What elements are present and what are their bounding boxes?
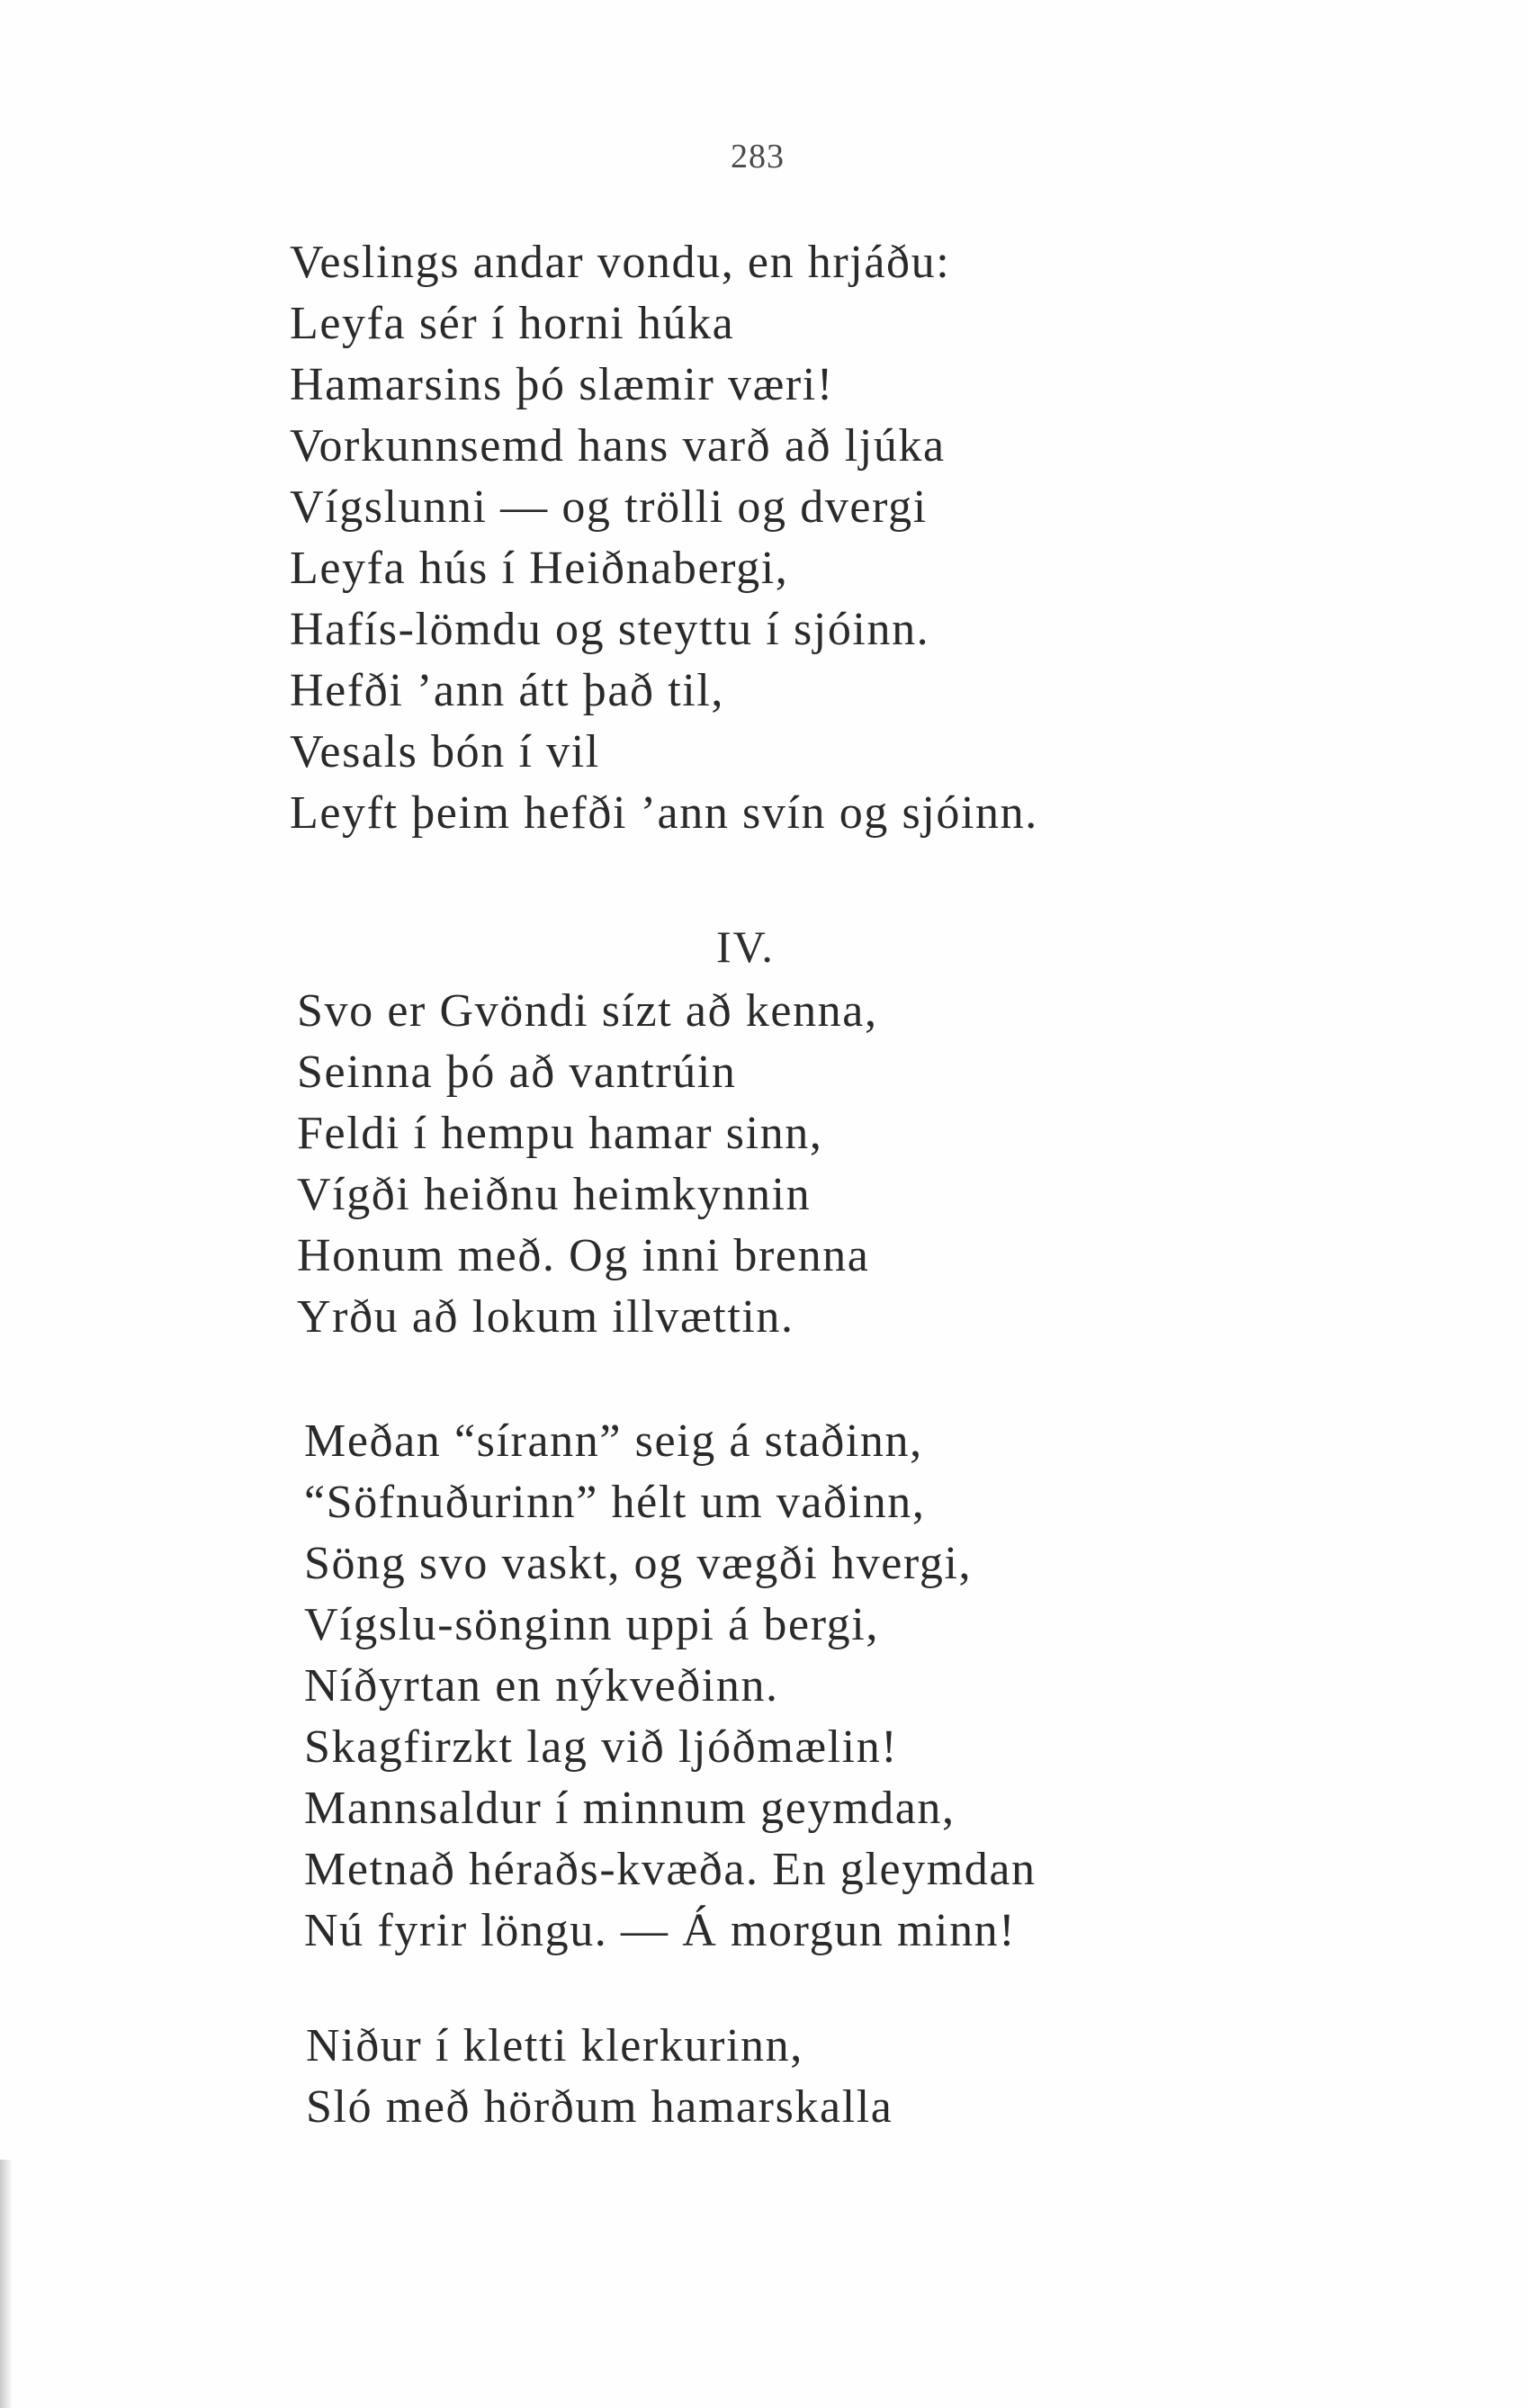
section-heading: IV. xyxy=(716,921,775,972)
verse-line: Leyft þeim hefði ’ann svín og sjóinn. xyxy=(290,787,1038,839)
verse-line: Söng svo vaskt, og vægði hvergi, xyxy=(304,1538,973,1589)
verse-line: Feldi í hempu hamar sinn, xyxy=(297,1108,823,1159)
page-edge-shadow xyxy=(0,2160,13,2408)
verse-line: Hefði ’ann átt það til, xyxy=(290,665,724,716)
verse-line: Leyfa sér í horni húka xyxy=(290,298,735,349)
stanza-2 xyxy=(297,981,878,1348)
stanza-4 xyxy=(306,2016,893,2138)
verse-line: Skagfirzkt lag við ljóðmælin! xyxy=(304,1721,899,1773)
stanza-1 xyxy=(290,232,1038,844)
verse-line: Niður í kletti klerkurinn, xyxy=(306,2020,803,2071)
verse-line: Metnað héraðs-kvæða. En gleymdan xyxy=(304,1844,1037,1895)
verse-line: Vígði heiðnu heimkynnin xyxy=(297,1169,812,1220)
verse-line: Nú fyrir löngu. — Á morgun minn! xyxy=(304,1905,1017,1956)
verse-line: Seinna þó að vantrúin xyxy=(297,1047,737,1098)
verse-line: Veslings andar vondu, en hrjáðu: xyxy=(290,237,951,288)
verse-line: “Söfnuðurinn” hélt um vaðinn, xyxy=(304,1477,926,1528)
verse-line: Níðyrtan en nýkveðinn. xyxy=(304,1660,779,1712)
verse-line: Meðan “sírann” seig á staðinn, xyxy=(304,1415,923,1467)
verse-line: Leyfa hús í Heiðnabergi, xyxy=(290,543,789,594)
page-number: 283 xyxy=(731,138,785,175)
verse-line: Sló með hörðum hamarskalla xyxy=(306,2081,893,2133)
verse-line: Vígslunni — og trölli og dvergi xyxy=(290,481,928,533)
verse-line: Honum með. Og inni brenna xyxy=(297,1230,870,1281)
verse-line: Vígslu-sönginn uppi á bergi, xyxy=(304,1599,879,1650)
verse-line: Vorkunnsemd hans varð að ljúka xyxy=(290,420,946,472)
verse-line: Hafís-lömdu og steyttu í sjóinn. xyxy=(290,604,930,655)
verse-line: Hamarsins þó slæmir væri! xyxy=(290,359,834,410)
stanza-3 xyxy=(304,1411,1037,1962)
verse-line: Mannsaldur í minnum geymdan, xyxy=(304,1783,956,1834)
verse-line: Svo er Gvöndi sízt að kenna, xyxy=(297,985,878,1037)
verse-line: Yrðu að lokum illvættin. xyxy=(297,1291,794,1343)
verse-line: Vesals bón í vil xyxy=(290,726,600,777)
